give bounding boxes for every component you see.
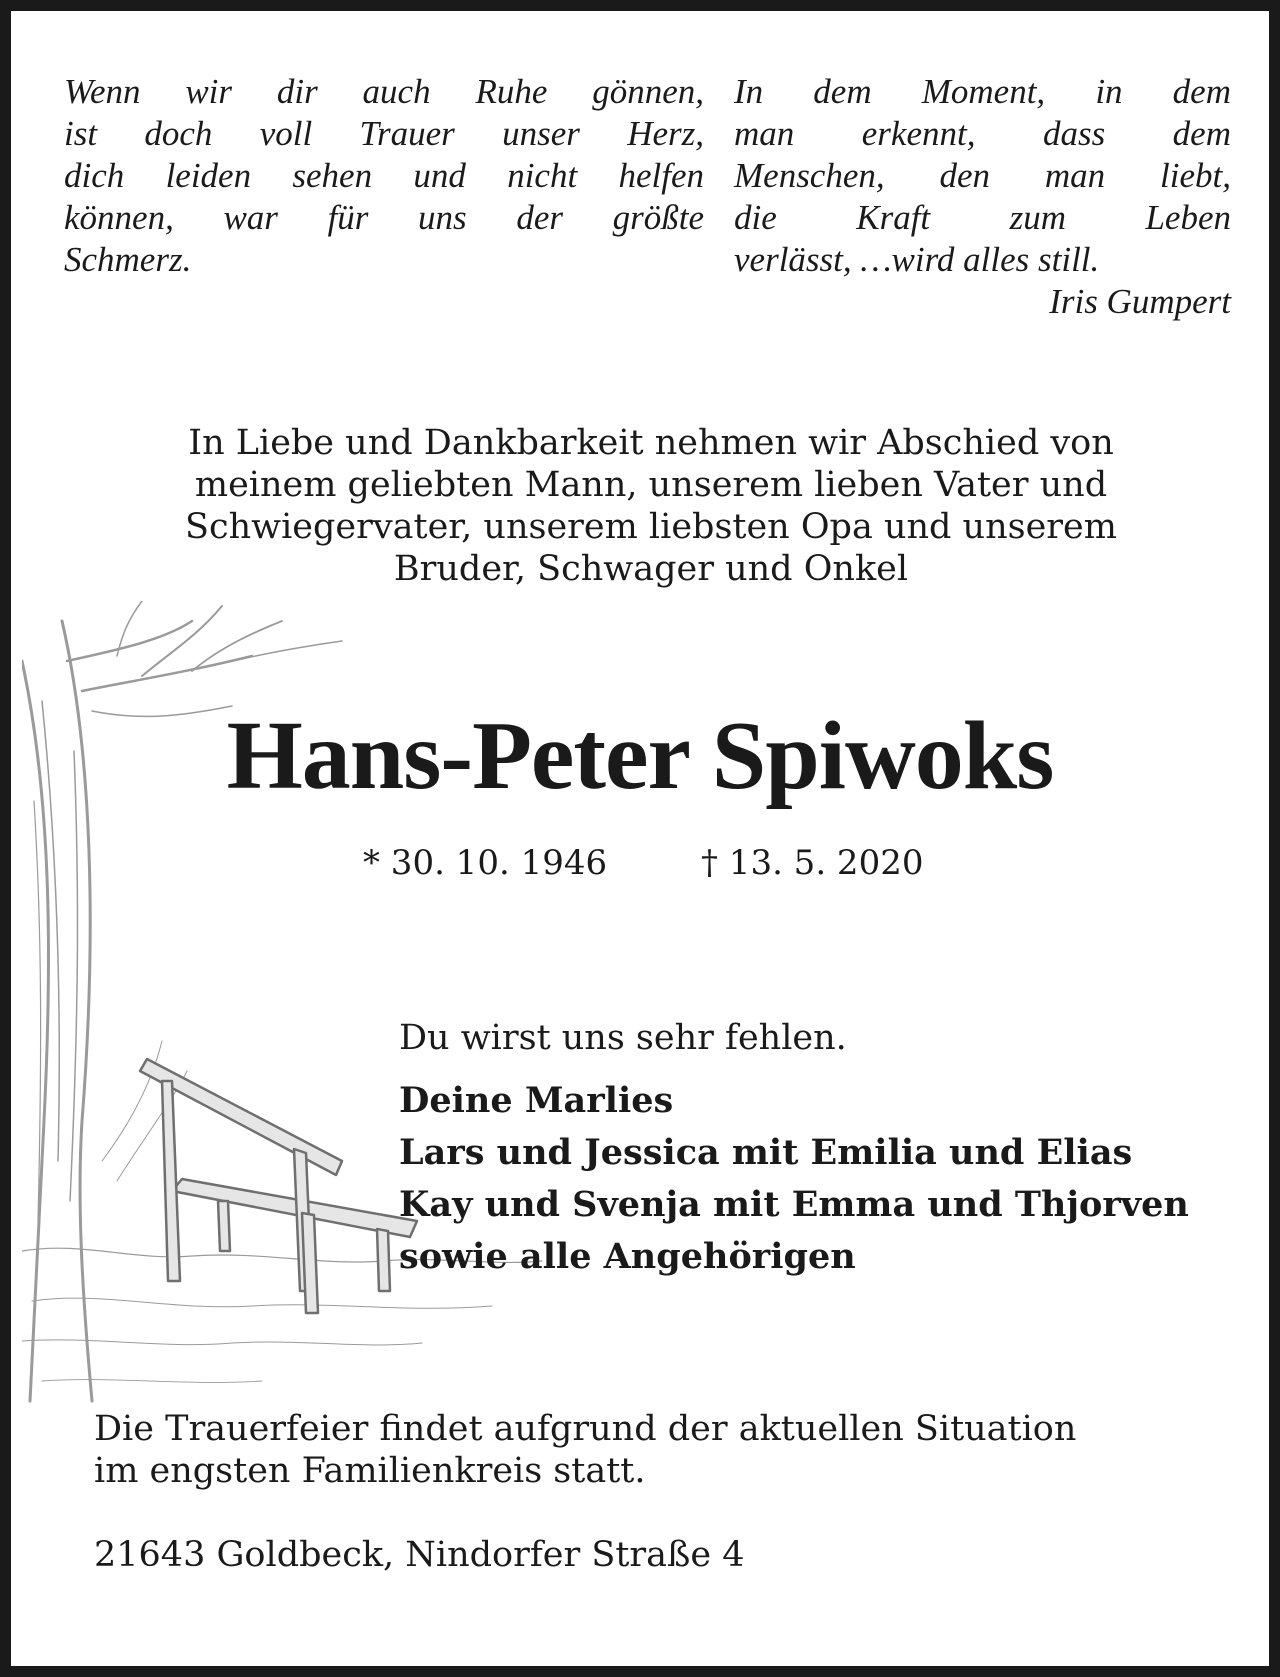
poem-left — [64, 71, 704, 281]
family-member: Kay und Svenja mit Emma und Thjorven — [399, 1184, 1189, 1225]
poem-right-line: die Kraft zum Leben — [734, 198, 1231, 237]
poem-left-line: ist doch voll Trauer unser Herz, — [64, 114, 704, 153]
poem-left-line: dich leiden sehen und nicht helfen — [64, 156, 704, 195]
farewell-intro-line: meinem geliebten Mann, unserem lieben Vater und — [194, 465, 1108, 505]
death-date: † 13. 5. 2020 — [701, 843, 924, 883]
farewell-intro-line: Bruder, Schwager und Onkel — [393, 549, 909, 589]
poem-left-line: Schmerz. — [64, 240, 192, 279]
family-signatures — [399, 1075, 1189, 1283]
poem-right-line: verlässt, …wird alles still. — [734, 240, 1100, 279]
poem-left-line: Wenn wir dir auch Ruhe gönnen, — [64, 72, 704, 111]
birth-date: * 30. 10. 1946 — [363, 843, 608, 883]
funeral-notice-line: Die Trauerfeier findet aufgrund der aktuellen Situation — [94, 1409, 1077, 1449]
poem-right-line: Menschen, den man liebt, — [734, 156, 1231, 195]
poem-right — [734, 71, 1231, 323]
family-member: sowie alle Angehörigen — [399, 1236, 856, 1277]
poem-right-line: man erkennt, dass dem — [734, 114, 1231, 153]
farewell-intro — [81, 422, 1221, 590]
funeral-notice — [94, 1408, 1224, 1492]
farewell-intro-line: Schwiegervater, unserem liebsten Opa und unserem — [185, 507, 1117, 547]
farewell-intro-line: In Liebe und Dankbarkeit nehmen wir Abschied von — [188, 423, 1114, 463]
deceased-name: Hans-Peter Spiwoks — [226, 702, 1054, 810]
poem-left-line: können, war für uns der größte — [64, 198, 704, 237]
poem-right-line: In dem Moment, in dem — [734, 72, 1231, 111]
family-member: Deine Marlies — [399, 1080, 674, 1121]
miss-you-line: Du wirst uns sehr fehlen. — [399, 1018, 847, 1058]
poem-author: Iris Gumpert — [1049, 282, 1231, 321]
family-member: Lars und Jessica mit Emilia und Elias — [399, 1132, 1133, 1173]
family-address: 21643 Goldbeck, Nindorfer Straße 4 — [94, 1535, 745, 1575]
funeral-notice-line: im engsten Familienkreis statt. — [94, 1451, 646, 1491]
